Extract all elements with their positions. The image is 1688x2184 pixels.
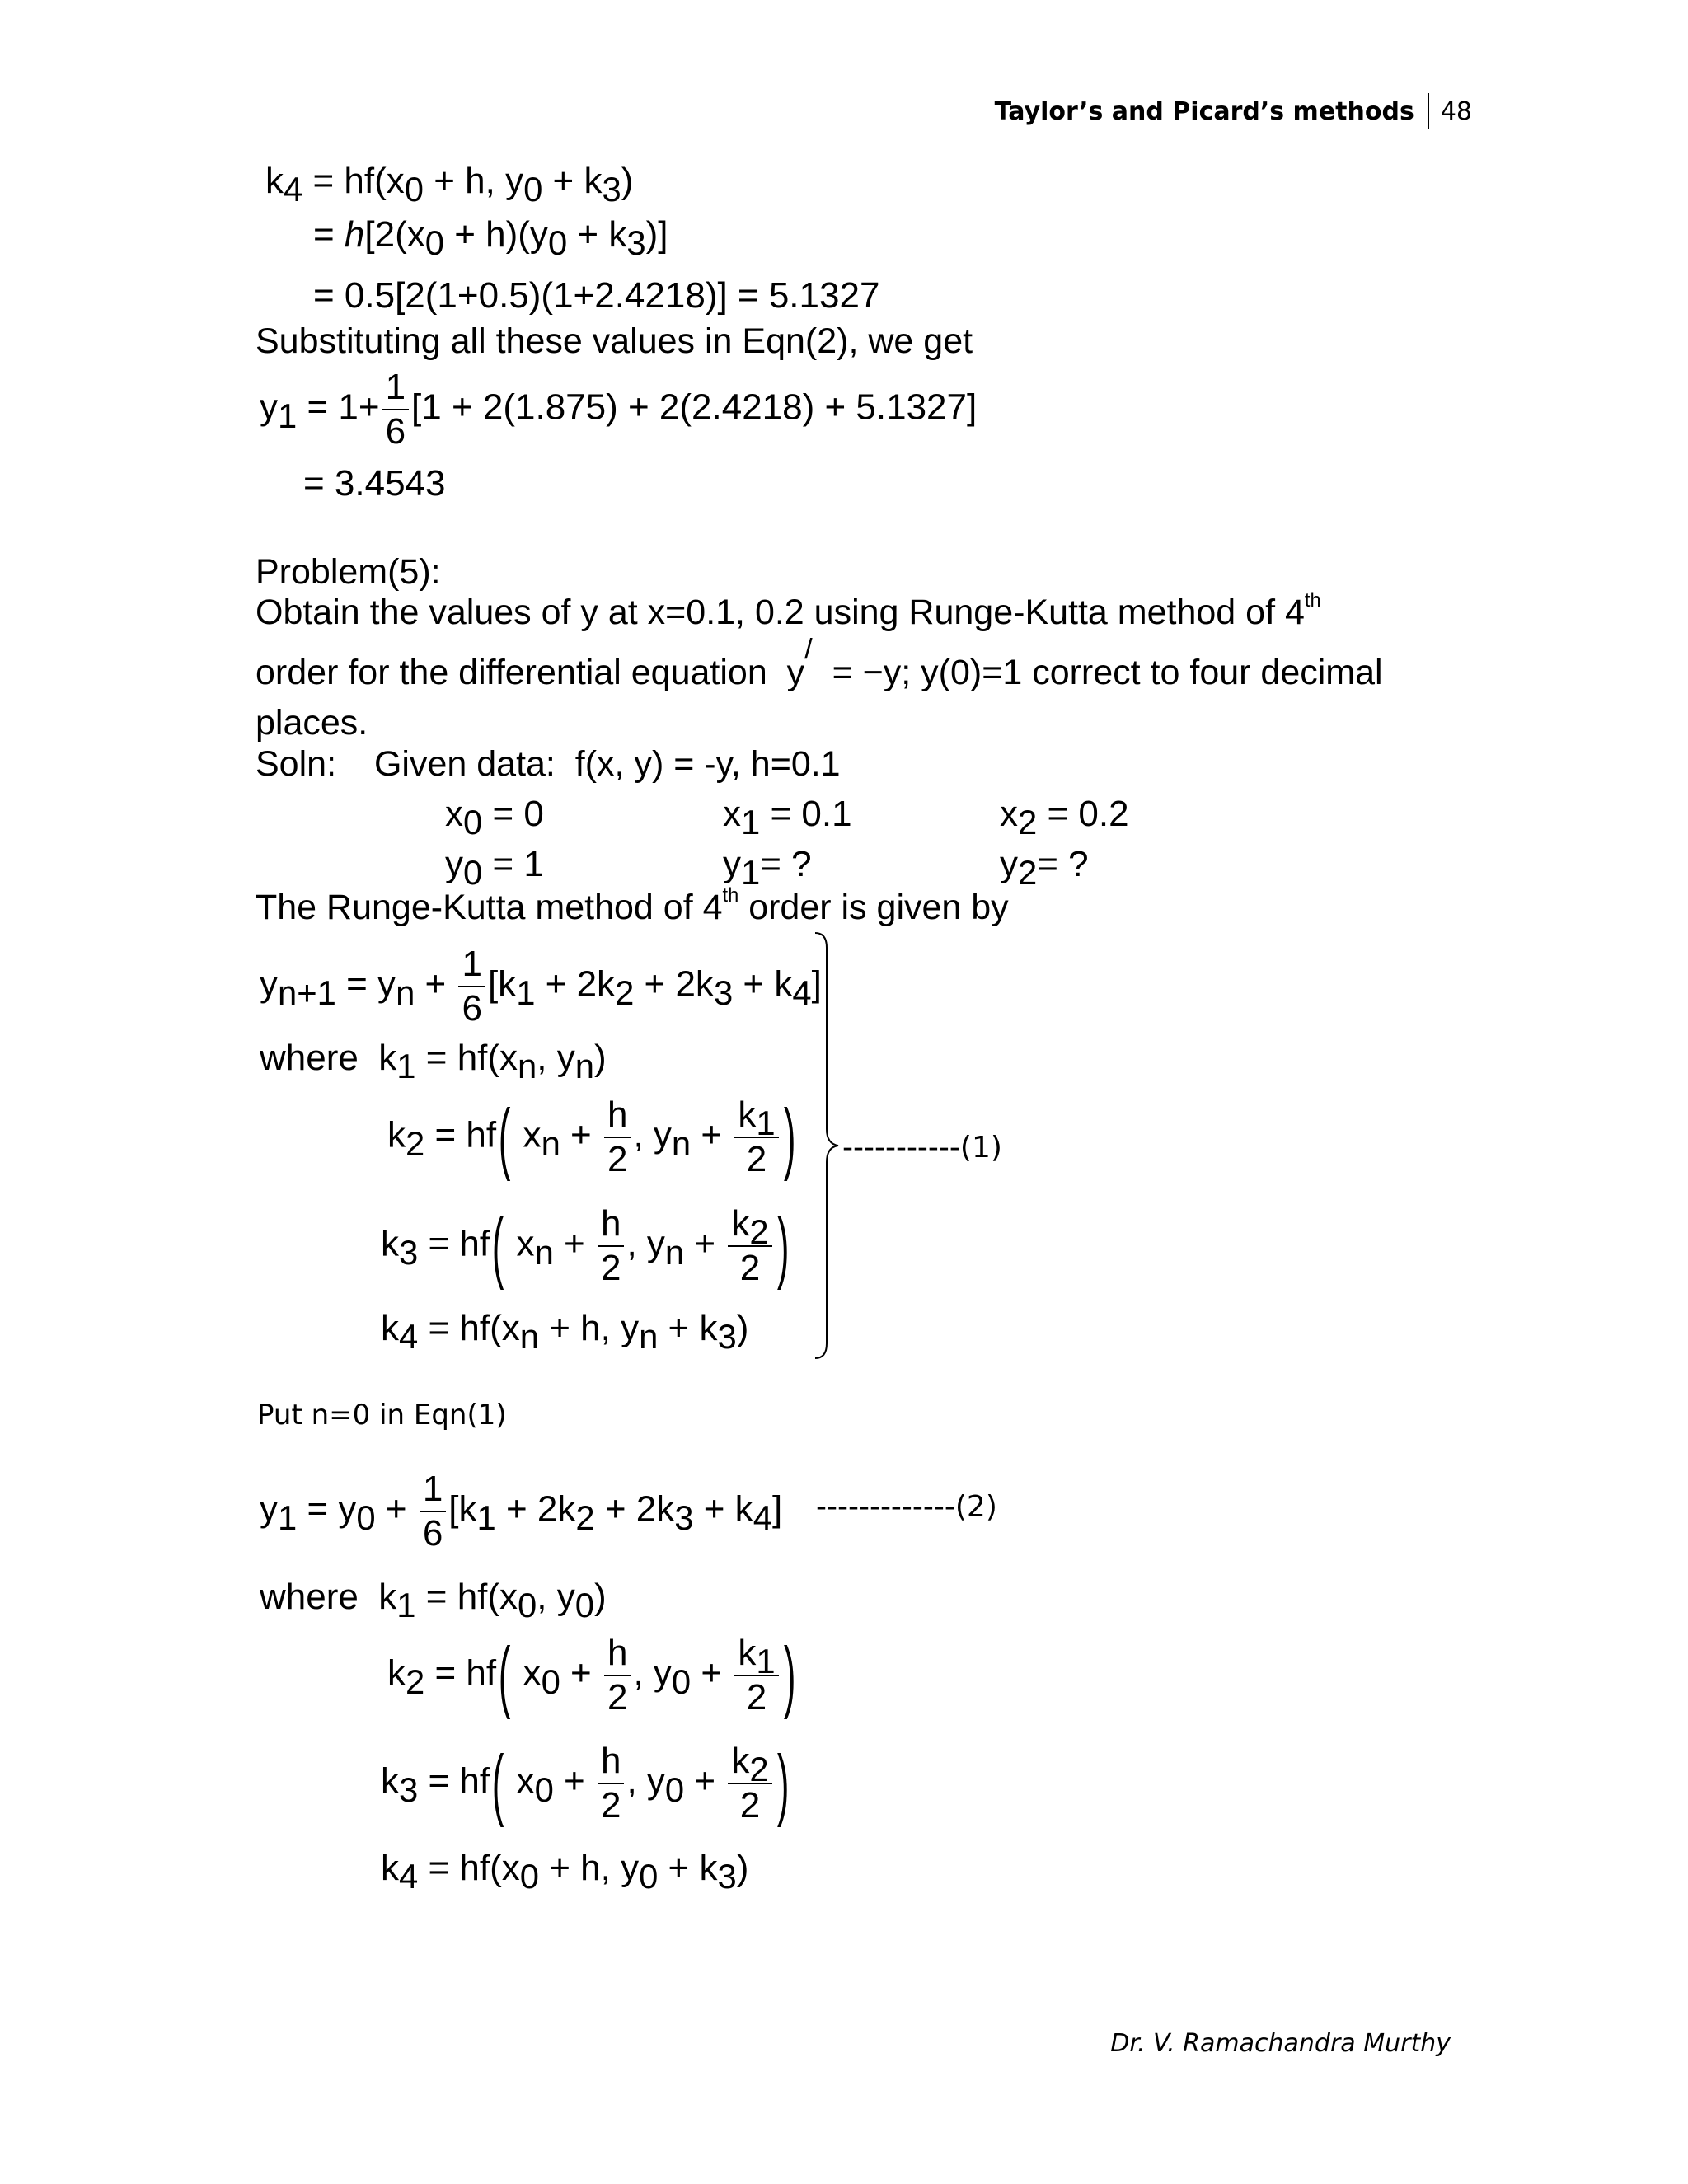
- y1-bracket-values: [1 + 2(1.875) + 2(2.4218) + 5.1327]: [411, 387, 978, 428]
- rk-intro-text: The Runge-Kutta method of 4: [256, 888, 723, 927]
- y1-result: = 3.4543: [303, 463, 446, 504]
- x1-value: x1 = 0.1: [723, 794, 852, 842]
- eqn1-label: -----------(1): [842, 1131, 1002, 1165]
- given-step: , h=0.1: [730, 744, 841, 784]
- k1-n0: where k1 = hf(x0, y0): [260, 1577, 607, 1625]
- statement-text-2a: order for the differential equation: [256, 653, 767, 692]
- eqn2-label: -------------(2): [816, 1490, 997, 1524]
- rk-intro: [256, 884, 1009, 927]
- where-label-2: where: [260, 1577, 359, 1617]
- x0-value: x0 = 0: [445, 794, 544, 842]
- y1-value: y1= ?: [723, 844, 812, 893]
- page-footer-author: Dr. V. Ramachandra Murthy: [1110, 2029, 1451, 2058]
- k2-general: k2 = hf( xn + $\frac{h}{2}$ , yn + $\frac{k1}{2}$ ): [387, 1091, 795, 1182]
- put-n0-text: Put n=0 in Eqn(1): [257, 1399, 507, 1432]
- where-label-1: where: [260, 1038, 359, 1078]
- page-number: 48: [1440, 96, 1472, 126]
- header-divider: [1428, 93, 1429, 129]
- k2-n0: k2 = hf( x0 + $\frac{h}{2}$ , y0 + $\frac{k1}{2}$ ): [387, 1629, 795, 1720]
- problem-statement-line2: [256, 634, 1383, 692]
- k4-n0: k4 = hf(x0 + h, y0 + k3): [381, 1848, 749, 1896]
- k3-general: k3 = hf( xn + $\frac{h}{2}$ , yn + $\frac{k2}{2}$ ): [381, 1200, 789, 1291]
- right-brace: [812, 931, 845, 1360]
- problem-heading: Problem(5):: [256, 552, 441, 592]
- statement-text-1: Obtain the values of y at x=0.1, 0.2 using Runge-Kutta method of 4: [256, 593, 1305, 632]
- rk-intro-text-2: order is given by: [738, 888, 1009, 927]
- problem-statement-line3: places.: [256, 703, 368, 743]
- rk-intro-sup: th: [722, 884, 739, 907]
- given-function: f(x, y) = -y: [565, 744, 731, 784]
- problem-statement-line1: [256, 589, 1321, 632]
- soln-label: Soln:: [256, 744, 337, 784]
- y1-rk-formula: y1 = y0 + $\frac{1}{6}$ [k1 + 2k2 + 2k3 + k4]: [260, 1469, 783, 1554]
- soln-line: [256, 744, 841, 784]
- given-label: Given data:: [373, 744, 556, 784]
- k4-formula-line3: = 0.5[2(1+0.5)(1+2.4218)] = 5.1327: [313, 275, 880, 316]
- k3-n0: k3 = hf( x0 + $\frac{h}{2}$ , y0 + $\frac{k2}{2}$ ): [381, 1737, 789, 1828]
- statement-sup: th: [1304, 589, 1321, 612]
- y0-value: y0 = 1: [445, 844, 544, 893]
- statement-text-2b: ; y(0)=1 correct to four decimal: [901, 653, 1383, 692]
- header-title: Taylor’s and Picard’s methods: [994, 96, 1414, 126]
- ode-expression: y/ = −y: [776, 634, 902, 692]
- x2-value: x2 = 0.2: [1000, 794, 1129, 842]
- k4-formula-line2: = h[2(x0 + h)(y0 + k3)]: [313, 214, 668, 263]
- k4-general: k4 = hf(xn + h, yn + k3): [381, 1308, 749, 1357]
- substituting-text: Substituting all these values in Eqn(2), we get: [256, 321, 973, 361]
- y2-value: y2= ?: [1000, 844, 1089, 893]
- k4-formula-line1: k4 = hf(x0 + h, y0 + k3): [265, 161, 634, 209]
- page-header: [995, 93, 1472, 129]
- k1-general: where k1 = hf(xn, yn): [260, 1038, 607, 1086]
- rk-general-formula: yn+1 = yn + $\frac{1}{6}$ [k1 + 2k2 + 2k3 + k4]: [260, 944, 822, 1029]
- y1-sum-formula: y1 = 1+ $\frac{1}{6}$ [1 + 2(1.875) + 2(2.4218) + 5.1327]: [260, 367, 978, 452]
